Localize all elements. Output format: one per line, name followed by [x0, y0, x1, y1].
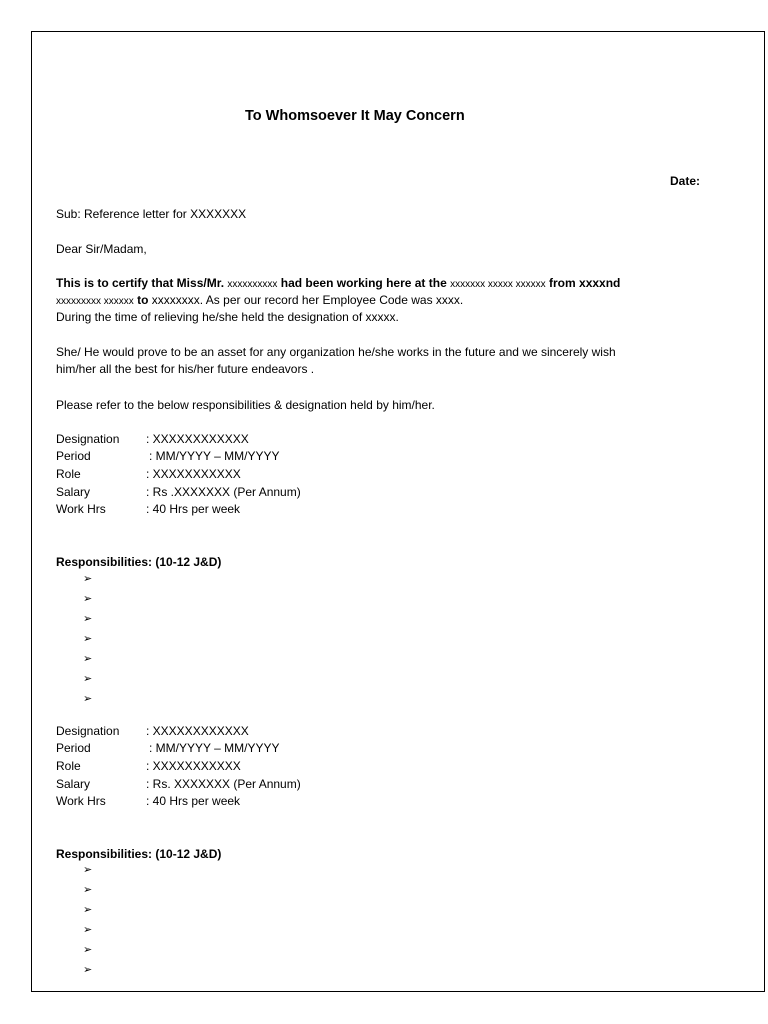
para1-text: xxxxxxxx. As per our record her Employee Code was xxxx.	[151, 293, 464, 307]
bullet-arrow-icon: ➢	[83, 593, 93, 605]
bullet-arrow-icon: ➢	[83, 884, 93, 896]
responsibilities-heading: Responsibilities: (10-12 J&D)	[56, 555, 222, 569]
detail-label: Salary	[56, 485, 91, 499]
para1-placeholder: xxxxxxx xxxxx xxxxxx	[450, 279, 546, 290]
para1-line3: During the time of relieving he/she held the designation of xxxxx.	[56, 310, 399, 324]
para1-text-bold: had been working here at the	[280, 276, 447, 290]
bullet-arrow-icon: ➢	[83, 944, 93, 956]
bullet-arrow-icon: ➢	[83, 653, 93, 665]
detail-label: Period	[56, 449, 91, 463]
para1-text-bold: to	[137, 293, 149, 307]
para2-line2: him/her all the best for his/her future endeavors .	[56, 362, 315, 376]
responsibilities-heading: Responsibilities: (10-12 J&D)	[56, 847, 222, 861]
detail-value: : XXXXXXXXXXX	[146, 759, 241, 773]
document-page	[31, 31, 765, 992]
detail-value: : XXXXXXXXXXXX	[146, 432, 249, 446]
subject-line: Sub: Reference letter for XXXXXXX	[56, 207, 247, 221]
detail-label: Period	[56, 741, 91, 755]
detail-value: : XXXXXXXXXXXX	[146, 724, 249, 738]
bullet-arrow-icon: ➢	[83, 693, 93, 705]
bullet-arrow-icon: ➢	[83, 924, 93, 936]
bullet-arrow-icon: ➢	[83, 633, 93, 645]
para1-placeholder: xxxxxxxxxx	[227, 279, 278, 290]
detail-label: Designation	[56, 724, 120, 738]
bullet-arrow-icon: ➢	[83, 864, 93, 876]
detail-value: : 40 Hrs per week	[146, 502, 241, 516]
para2-line1: She/ He would prove to be an asset for any organization he/she works in the future and we sincerely wish	[56, 345, 616, 359]
detail-label: Designation	[56, 432, 120, 446]
detail-value: : XXXXXXXXXXX	[146, 467, 241, 481]
bullet-arrow-icon: ➢	[83, 573, 93, 585]
detail-label: Salary	[56, 777, 91, 791]
detail-value: : MM/YYYY – MM/YYYY	[149, 741, 280, 755]
detail-value: : Rs .XXXXXXX (Per Annum)	[146, 485, 301, 499]
letter-title: To Whomsoever It May Concern	[245, 108, 465, 124]
para1-placeholder: xxxxxxxxx xxxxxx	[56, 296, 134, 307]
salutation: Dear Sir/Madam,	[56, 242, 147, 256]
bullet-arrow-icon: ➢	[83, 904, 93, 916]
detail-label: Role	[56, 759, 81, 773]
detail-label: Work Hrs	[56, 502, 106, 516]
bullet-arrow-icon: ➢	[83, 673, 93, 685]
bullet-arrow-icon: ➢	[83, 613, 93, 625]
para1-line2	[56, 293, 463, 309]
para1-text-bold: from xxxxnd	[549, 276, 621, 290]
para1-text-bold: This is to certify that Miss/Mr.	[56, 276, 225, 290]
detail-label: Work Hrs	[56, 794, 106, 808]
detail-value: : MM/YYYY – MM/YYYY	[149, 449, 280, 463]
detail-value: : 40 Hrs per week	[146, 794, 241, 808]
para3: Please refer to the below responsibilities & designation held by him/her.	[56, 398, 435, 412]
bullet-arrow-icon: ➢	[83, 964, 93, 976]
detail-value: : Rs. XXXXXXX (Per Annum)	[146, 777, 301, 791]
para1-line1	[56, 276, 620, 292]
date-label: Date:	[670, 174, 701, 188]
detail-label: Role	[56, 467, 81, 481]
